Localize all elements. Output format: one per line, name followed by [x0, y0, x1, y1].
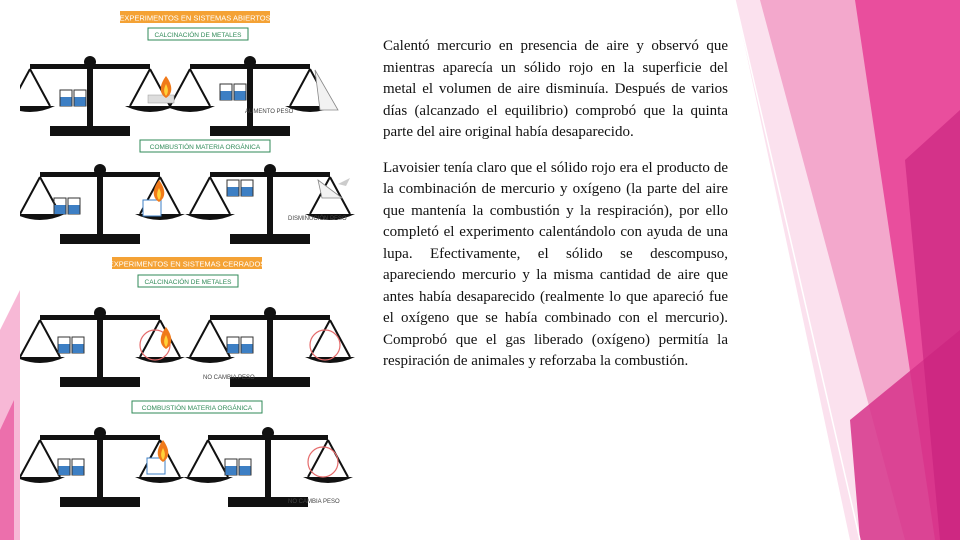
balances-illustration — [20, 0, 365, 540]
beaker-icon — [241, 337, 253, 353]
header-open-systems-text: EXPERIMENTOS EN SISTEMAS ABIERTOS — [119, 13, 271, 23]
funnel-icon — [318, 180, 342, 198]
beaker-icon — [227, 337, 239, 353]
beaker-icon — [220, 84, 232, 100]
beaker-icon — [68, 198, 80, 214]
result-3-text: NO CAMBIA PESO — [203, 375, 255, 381]
beaker-icon — [60, 90, 72, 106]
result-1-text: AUMENTO PESO — [245, 109, 294, 115]
beaker-icon — [58, 459, 70, 475]
beaker-icon — [72, 337, 84, 353]
beaker-icon — [234, 84, 246, 100]
closed-flask-icon — [310, 330, 340, 360]
balance-5 — [20, 307, 185, 387]
result-2-text: DISMINUCIÓN PESO — [288, 216, 347, 222]
smoke-icon — [338, 178, 350, 186]
funnel-icon — [315, 70, 338, 110]
beaker-icon — [227, 180, 239, 196]
balance-8 — [183, 427, 353, 507]
beaker-icon — [72, 459, 84, 475]
beaker-icon — [74, 90, 86, 106]
balance-2 — [165, 56, 335, 136]
closed-flask-icon — [308, 447, 338, 477]
beaker-icon — [241, 180, 253, 196]
beaker-icon — [54, 198, 66, 214]
beaker-icon — [225, 459, 237, 475]
box-icon — [143, 200, 161, 216]
balance-4 — [185, 164, 355, 244]
result-4-text: NO CAMBIA PESO — [288, 499, 340, 505]
paragraph-2: Lavoisier tenía claro que el sólido rojo era el producto de la combinación de mercurio y oxígeno (la parte del aire que mantenía la combustión y la respiración), por ello completó el experimento calentándolo con ayuda de una lupa. Efectivamente, el sólido se descompuso, apareciendo mercurio y la misma cantidad de aire que antes había desaparecido (realmente lo que apareció fue el oxígeno que se había combinado con el mercurio). Comprobó que el gas liberado (oxígeno) permitía la respiración de animales y reforzaba la combustión. — [383, 159, 728, 369]
label-combustion-2-text: COMBUSTIÓN MATERIA ORGÁNICA — [141, 405, 253, 412]
beaker-icon — [58, 337, 70, 353]
crucible-icon — [148, 95, 174, 103]
label-calcination-1-text: CALCINACIÓN DE METALES — [154, 32, 242, 39]
header-closed-systems-text: EXPERIMENTOS EN SISTEMAS CERRADOS — [108, 259, 266, 269]
paragraph-1: Calentó mercurio en presencia de aire y observó que mientras aparecía un sólido rojo en la superficie del metal el volumen de aire disminuía. Después de varios días (alcanzado el equilibrio) comprobó que la quinta parte del aire original había desaparecido. — [383, 38, 728, 140]
label-calcination-2-text: CALCINACIÓN DE METALES — [144, 279, 232, 286]
body-text — [383, 36, 728, 387]
beaker-icon — [239, 459, 251, 475]
flame-icon — [161, 76, 172, 98]
label-combustion-1-text: COMBUSTIÓN MATERIA ORGÁNICA — [149, 144, 261, 151]
